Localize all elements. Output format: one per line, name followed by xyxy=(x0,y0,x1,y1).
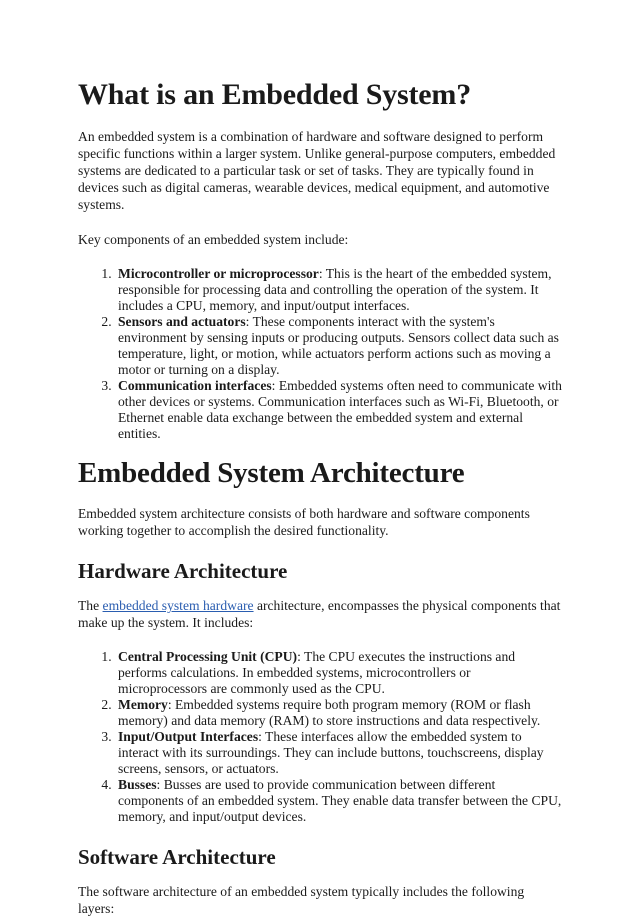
list-item-desc: : These components interact with the system's environment by sensing inputs or producing outputs. Sensors collect data such as temperature, light, or motion, while actuators perform actions such as moving a motor or turning on a display. xyxy=(118,314,559,377)
hardware-intro-pre: The xyxy=(78,598,103,613)
architecture-intro: Embedded system architecture consists of both hardware and software components working together to accomplish the desired functionality. xyxy=(78,506,530,538)
list-item-desc: : The CPU executes the instructions and performs calculations. In embedded systems, microcontrollers or microprocessors are commonly used as the CPU. xyxy=(118,649,516,696)
heading-software-architecture: Software Architecture xyxy=(78,845,276,869)
software-intro: The software architecture of an embedded system typically includes the following layers: xyxy=(78,884,525,916)
key-components-intro: Key components of an embedded system include: xyxy=(78,232,349,247)
list-item-term: Central Processing Unit (CPU) xyxy=(118,649,298,664)
list-item-term: Microcontroller or microprocessor xyxy=(118,266,319,281)
list-item xyxy=(115,266,562,314)
list-item-term: Input/Output Interfaces xyxy=(118,729,259,744)
list-item-desc: : Embedded systems require both program memory (ROM or flash memory) and data memory (RAM) to store instructions and data respectively. xyxy=(118,697,541,728)
embedded-system-hardware-link[interactable]: embedded system hardware xyxy=(102,598,254,613)
heading-hardware-architecture: Hardware Architecture xyxy=(78,559,288,583)
list-item-desc: : These interfaces allow the embedded system to interact with its surroundings. They can include buttons, touchscreens, display screens, sensors, or actuators. xyxy=(118,729,544,776)
hardware-intro xyxy=(78,597,562,631)
heading-architecture: Embedded System Architecture xyxy=(78,457,465,489)
list-item-desc: : This is the heart of the embedded system, responsible for processing data and controlling the operation of the system. It includes a CPU, memory, and input/output interfaces. xyxy=(118,266,552,313)
heading-what-is-embedded-system: What is an Embedded System? xyxy=(78,78,471,111)
list-item-term: Sensors and actuators xyxy=(118,314,246,329)
list-item-term: Memory xyxy=(118,697,168,712)
list-item xyxy=(115,314,562,378)
list-item-term: Busses xyxy=(118,777,157,792)
list-item xyxy=(115,697,562,729)
list-item-term: Communication interfaces xyxy=(118,378,272,393)
components-list xyxy=(78,266,562,442)
list-item xyxy=(115,378,562,442)
intro-paragraph: An embedded system is a combination of hardware and software designed to perform specific functions within a larger system. Unlike general-purpose computers, embedded systems are dedicated to a particular task or set of tasks. They are typically found in devices such as digital cameras, wearable devices, medical equipment, and automotive systems. xyxy=(78,129,556,212)
list-item-desc: : Busses are used to provide communication between different components of an embedded system. They enable data transfer between the CPU, memory, and input/output devices. xyxy=(118,777,562,824)
list-item-desc: : Embedded systems often need to communicate with other devices or systems. Communication interfaces such as Wi-Fi, Bluetooth, or Ethernet enable data exchange between the embedded system and external entities. xyxy=(118,378,562,441)
hardware-intro-post: architecture, encompasses the physical components that make up the system. It includes: xyxy=(78,598,561,630)
list-item xyxy=(115,729,562,777)
list-item xyxy=(115,649,562,697)
hardware-list xyxy=(78,649,562,825)
list-item xyxy=(115,777,562,825)
